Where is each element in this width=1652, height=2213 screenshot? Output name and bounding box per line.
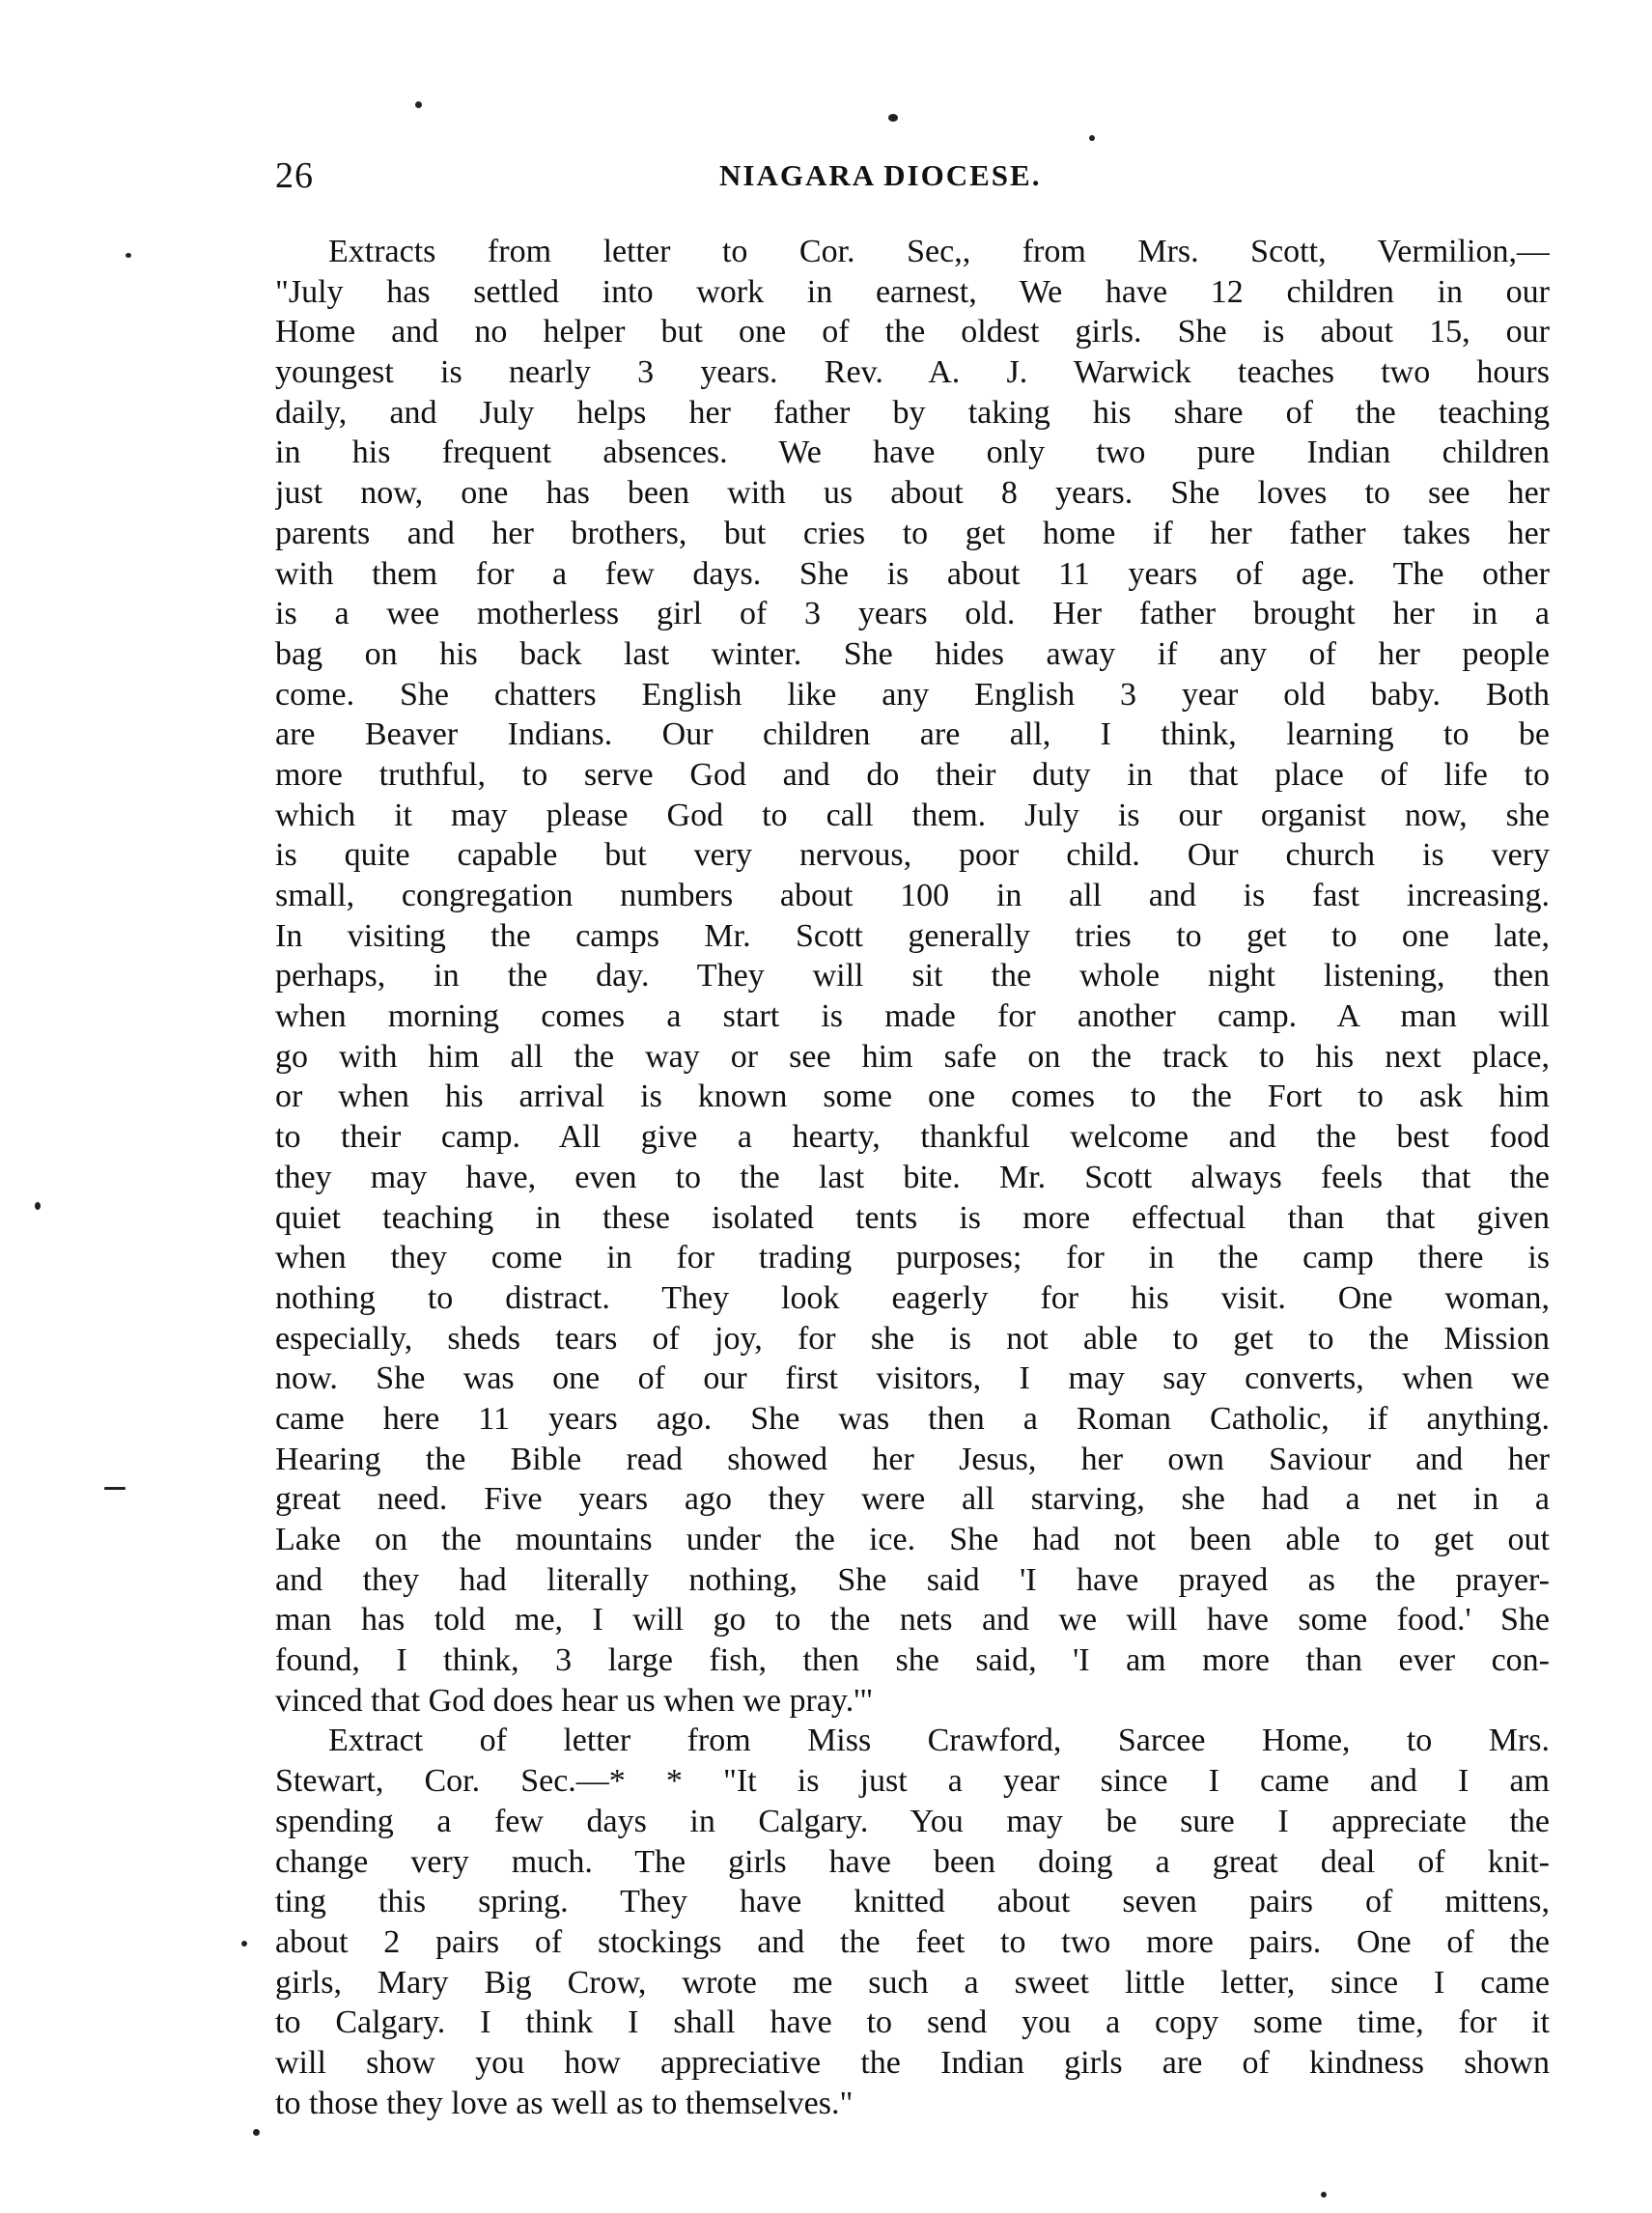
text-line: they may have, even to the last bite. Mr. Scott always feels that the <box>275 1159 1550 1195</box>
paragraph <box>275 1721 1550 2123</box>
text-line: found, I think, 3 large fish, then she said, 'I am more than ever con- <box>275 1642 1550 1679</box>
text-line: daily, and July helps her father by taking his share of the teaching <box>275 394 1550 431</box>
scan-speck <box>241 1941 247 1947</box>
scan-speck <box>888 114 898 122</box>
text-line: come. She chatters English like any English 3 year old baby. Both <box>275 676 1550 713</box>
text-line: ting this spring. They have knitted about seven pairs of mittens, <box>275 1884 1550 1920</box>
text-line: just now, one has been with us about 8 years. She loves to see her <box>275 475 1550 512</box>
scan-speck <box>415 101 422 108</box>
running-head: NIAGARA DIOCESE. <box>719 158 1042 192</box>
text-line: vinced that God does hear us when we pray.'" <box>275 1682 874 1719</box>
text-line: go with him all the way or see him safe on the track to his next place, <box>275 1038 1550 1075</box>
text-line: Home and no helper but one of the oldest girls. She is about 15, our <box>275 314 1550 350</box>
text-line: Extracts from letter to Cor. Sec,, from Mrs. Scott, Vermilion,— <box>328 234 1550 269</box>
text-line: is quite capable but very nervous, poor child. Our church is very <box>275 837 1550 874</box>
text-line: nothing to distract. They look eagerly for his visit. One woman, <box>275 1279 1550 1316</box>
text-line: Stewart, Cor. Sec.—* * "It is just a year since I came and I am <box>275 1763 1550 1800</box>
paragraph <box>275 232 1550 1721</box>
text-line: Lake on the mountains under the ice. She had not been able to get out <box>275 1522 1550 1557</box>
scan-speck <box>126 253 131 258</box>
scan-speck <box>104 1487 126 1490</box>
text-line: perhaps, in the day. They will sit the whole night listening, then <box>275 958 1550 994</box>
text-line: when morning comes a start is made for another camp. A man will <box>275 998 1550 1035</box>
text-line: great need. Five years ago they were all starving, she had a net in a <box>275 1481 1550 1518</box>
text-line: with them for a few days. She is about 11 years of age. The other <box>275 555 1550 592</box>
text-line: about 2 pairs of stockings and the feet to two more pairs. One of the <box>275 1923 1550 1960</box>
text-line: to those they love as well as to themselves." <box>275 2085 854 2121</box>
text-line: change very much. The girls have been doing a great deal of knit- <box>275 1843 1550 1880</box>
text-line: now. She was one of our first visitors, I may say converts, when we <box>275 1360 1550 1397</box>
text-line: Hearing the Bible read showed her Jesus, her own Saviour and her <box>275 1441 1550 1477</box>
text-line: and they had literally nothing, She said 'I have prayed as the prayer- <box>275 1561 1550 1598</box>
body-text <box>275 232 1550 2123</box>
text-line: more truthful, to serve God and do their duty in that place of life to <box>275 756 1550 793</box>
text-line: Extract of letter from Miss Crawford, Sarcee Home, to Mrs. <box>328 1723 1550 1759</box>
page-header <box>275 154 1550 203</box>
scan-speck <box>1089 135 1095 141</box>
text-line: to Calgary. I think I shall have to send you a copy some time, for it <box>275 2004 1550 2041</box>
text-line: came here 11 years ago. She was then a Roman Catholic, if anything. <box>275 1400 1550 1437</box>
text-line: spending a few days in Calgary. You may be sure I appreciate the <box>275 1803 1550 1839</box>
text-line: man has told me, I will go to the nets and we will have some food.' She <box>275 1602 1550 1639</box>
text-line: parents and her brothers, but cries to get home if her father takes her <box>275 515 1550 551</box>
text-line: to their camp. All give a hearty, thankful welcome and the best food <box>275 1119 1550 1156</box>
text-line: bag on his back last winter. She hides away if any of her people <box>275 635 1550 672</box>
page-number: 26 <box>275 155 314 196</box>
text-line: quiet teaching in these isolated tents is more effectual than that given <box>275 1199 1550 1236</box>
text-line: are Beaver Indians. Our children are all, I think, learning to be <box>275 716 1550 753</box>
text-line: girls, Mary Big Crow, wrote me such a sweet little letter, since I came <box>275 1964 1550 2001</box>
text-line: especially, sheds tears of joy, for she is not able to get to the Mission <box>275 1320 1550 1357</box>
text-line: In visiting the camps Mr. Scott generally tries to get to one late, <box>275 917 1550 954</box>
scan-speck <box>253 2129 260 2136</box>
text-line: will show you how appreciative the Indian girls are of kindness shown <box>275 2044 1550 2081</box>
scan-speck <box>35 1202 41 1210</box>
text-line: small, congregation numbers about 100 in all and is fast increasing. <box>275 878 1550 913</box>
text-line: is a wee motherless girl of 3 years old. Her father brought her in a <box>275 596 1550 632</box>
text-line: in his frequent absences. We have only two pure Indian children <box>275 434 1550 471</box>
text-line: when they come in for trading purposes; for in the camp there is <box>275 1240 1550 1276</box>
text-line: which it may please God to call them. July is our organist now, she <box>275 797 1550 833</box>
scan-speck <box>1321 2192 1327 2198</box>
text-line: "July has settled into work in earnest, We have 12 children in our <box>275 273 1550 310</box>
text-line: youngest is nearly 3 years. Rev. A. J. Warwick teaches two hours <box>275 354 1550 391</box>
text-line: or when his arrival is known some one comes to the Fort to ask him <box>275 1078 1550 1115</box>
